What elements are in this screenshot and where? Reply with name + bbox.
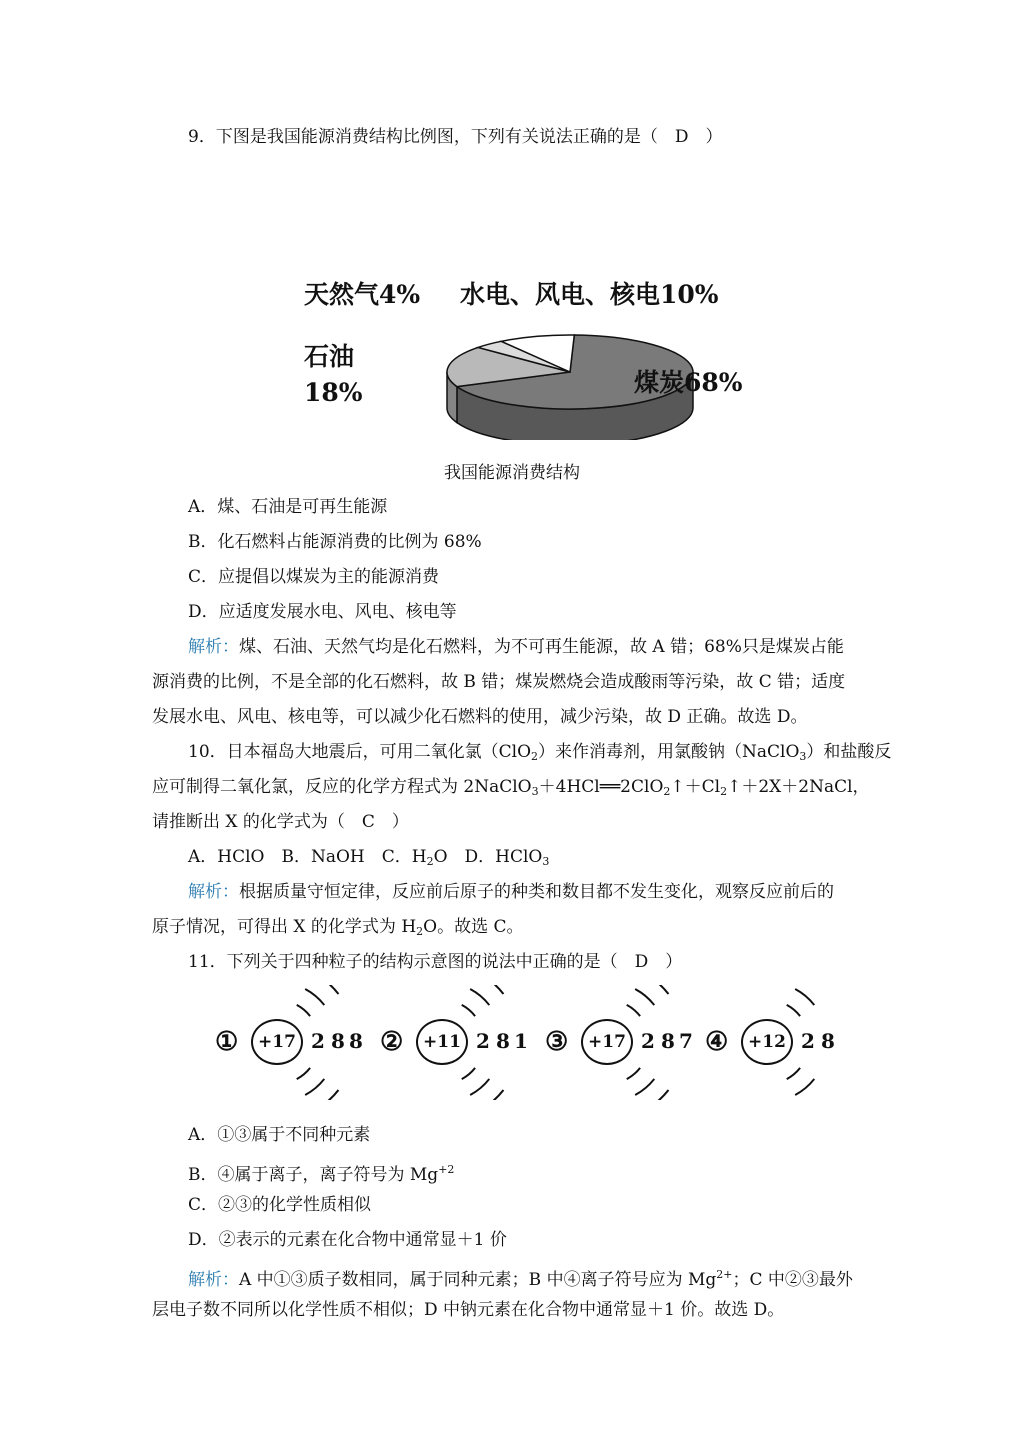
shell-arc-1-bottom xyxy=(297,1068,310,1079)
shell-1: 2 xyxy=(801,1029,815,1053)
shell-arc-2-top xyxy=(795,989,814,1005)
shell-arc-2-top xyxy=(470,989,489,1005)
q10-analysis-line2: 原子情况，可得出 X 的化学式为 $H_2O$。故选 C。 xyxy=(152,917,524,938)
shell-arc-3-top xyxy=(314,985,339,994)
atom-structure-diagrams xyxy=(215,985,855,1100)
shell-arc-1-bottom xyxy=(462,1068,475,1079)
q11-option-d: D．②表示的元素在化合物中通常显＋1 价 xyxy=(188,1230,507,1250)
q10-stem-line3: 请推断出 X 的化学式为（ C ） xyxy=(152,812,409,832)
shell-arc-2-bottom xyxy=(305,1079,324,1095)
chart-caption: 我国能源消费结构 xyxy=(444,463,580,483)
shell-arc-1-top xyxy=(462,1005,475,1016)
label-natural-gas: 天然气4% xyxy=(304,280,421,309)
q11-analysis-line2: 层电子数不同所以化学性质不相似；D 中钠元素在化合物中通常显＋1 价。故选 D。 xyxy=(152,1300,785,1320)
shell-arc-3-bottom xyxy=(644,1090,669,1100)
q10-analysis-line1: 解析：根据质量守恒定律，反应前后原子的种类和数目都不发生变化，观察反应前后的 xyxy=(188,882,834,902)
shell-arc-3-top xyxy=(479,985,504,994)
q9-analysis-line2: 源消费的比例，不是全部的化石燃料，故 B 错；煤炭燃烧会造成酸雨等污染，故 C 错；适度 xyxy=(152,672,846,692)
shell-2: 8 xyxy=(496,1029,510,1053)
atom-diagram-3: ③ +17 2 8 7 xyxy=(545,985,710,1100)
shell-1: 2 xyxy=(641,1029,655,1053)
nucleus: +12 xyxy=(741,1019,793,1065)
shell-arc-1-bottom xyxy=(787,1068,800,1079)
shell-arc-2-top xyxy=(305,989,324,1005)
shell-arc-1-top xyxy=(627,1005,640,1016)
q9-analysis-line1: 解析：煤、石油、天然气均是化石燃料，为不可再生能源，故 A 错；68%只是煤炭占能 xyxy=(188,637,844,657)
shell-arc-2-top xyxy=(635,989,654,1005)
nucleus: +17 xyxy=(251,1019,303,1065)
q11-option-b: B．④属于离子，离子符号为 $Mg^{+2}$ xyxy=(188,1163,455,1185)
q9-option-a: A．煤、石油是可再生能源 xyxy=(188,497,388,517)
q9-stem: 9．下图是我国能源消费结构比例图，下列有关说法正确的是（ D ） xyxy=(188,127,723,147)
q11-stem: 11．下列关于四种粒子的结构示意图的说法中正确的是（ D ） xyxy=(188,952,683,972)
q10-equation-line: 应可制得二氧化氯，反应的化学方程式为 $2NaClO_3+4HCl══2ClO_2↑+Cl_2↑+2X+2NaCl$， xyxy=(152,777,870,798)
electron-shell-arcs xyxy=(705,985,870,1100)
analysis-label: 解析： xyxy=(188,637,239,657)
shell-arc-1-bottom xyxy=(627,1068,640,1079)
shell-3: 8 xyxy=(349,1029,363,1053)
shell-arc-3-bottom xyxy=(314,1090,339,1100)
q10-options: A．HClO B．NaOH C．$H_2O$ D．HClO$_3$ xyxy=(188,847,550,868)
energy-pie-chart xyxy=(300,280,770,440)
shell-arc-1-top xyxy=(787,1005,800,1016)
q9-analysis-line3: 发展水电、风电、核电等，可以减少化石燃料的使用，减少污染，故 D 正确。故选 D。 xyxy=(152,707,808,727)
shell-2: 8 xyxy=(661,1029,675,1053)
label-hydro-wind-nuclear: 水电、风电、核电10% xyxy=(460,280,719,309)
shell-arc-2-bottom xyxy=(635,1079,654,1095)
shell-1: 2 xyxy=(311,1029,325,1053)
label-oil-percent: 18% xyxy=(304,378,363,407)
label-coal: 煤炭68% xyxy=(634,368,743,397)
q10-stem-line1: 10．日本福岛大地震后，可用二氧化氯（ClO$_2$）来作消毒剂，用氯酸钠（NaClO$_3$）和盐酸反 xyxy=(188,742,892,763)
shell-2: 8 xyxy=(821,1029,835,1053)
shell-3: 7 xyxy=(679,1029,693,1053)
atom-diagram-1: ① +17 2 8 8 xyxy=(215,985,380,1100)
shell-3: 1 xyxy=(514,1029,528,1053)
shell-arc-3-top xyxy=(644,985,669,994)
atom-diagram-2: ② +11 2 8 1 xyxy=(380,985,545,1100)
q9-option-c: C．应提倡以煤炭为主的能源消费 xyxy=(188,567,440,587)
q11-option-a: A．①③属于不同种元素 xyxy=(188,1125,371,1145)
q9-option-d: D．应适度发展水电、风电、核电等 xyxy=(188,602,457,622)
shell-arc-1-top xyxy=(297,1005,310,1016)
q11-option-c: C．②③的化学性质相似 xyxy=(188,1195,372,1215)
shell-2: 8 xyxy=(331,1029,345,1053)
shell-1: 2 xyxy=(476,1029,490,1053)
shell-arc-3-bottom xyxy=(479,1090,504,1100)
analysis-label: 解析： xyxy=(188,882,239,902)
shell-arc-2-bottom xyxy=(470,1079,489,1095)
nucleus: +11 xyxy=(416,1019,468,1065)
nucleus: +17 xyxy=(581,1019,633,1065)
analysis-label: 解析： xyxy=(188,1270,239,1290)
shell-arc-2-bottom xyxy=(795,1079,814,1095)
atom-diagram-4: ④ +12 2 8 xyxy=(705,985,870,1100)
label-oil: 石油 xyxy=(304,342,355,371)
q9-option-b: B．化石燃料占能源消费的比例为 68% xyxy=(188,532,482,552)
q11-analysis-line1: 解析：A 中①③质子数相同，属于同种元素；B 中④离子符号应为 $Mg^{2+}$；C 中②③最外 xyxy=(188,1268,853,1290)
